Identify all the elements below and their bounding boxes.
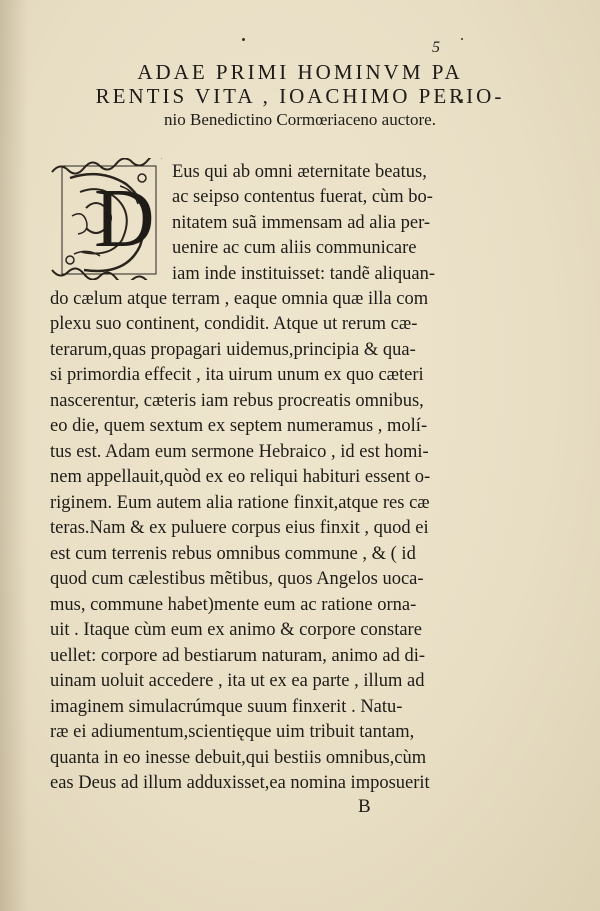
text-line: riginem. Eum autem alia ratione finxit,atque res cæ: [50, 493, 430, 513]
text-line: terarum,quas propagari uidemus,principia & qua-: [50, 340, 416, 360]
initial-letter: D: [94, 172, 155, 265]
text-line: tus est. Adam eum sermone Hebraico , id est homi-: [50, 442, 429, 462]
text-line: uenire ac cum aliis communicare: [172, 238, 417, 258]
signature-mark: B: [358, 796, 371, 817]
text-line: ræ ei adiumentum,scientięque uim tribuit tantam,: [50, 722, 415, 742]
text-line: iam inde instituisset: tandẽ aliquan-: [172, 264, 436, 284]
text-line: nem appellauit,quòd ex eo reliqui habituri essent o-: [50, 467, 431, 487]
title-line: nio Benedictino Cormœriaceno auctore.: [164, 110, 436, 129]
text-line: Eus qui ab omni æternitate beatus,: [172, 162, 427, 182]
text-line: nitatem suã immensam ad alia per-: [172, 213, 431, 233]
title-line: ADAE PRIMI HOMINVM PA: [137, 60, 463, 84]
text-line: imaginem simulacrúmque suum finxerit . Natu-: [50, 697, 403, 717]
page-number: 5: [432, 39, 440, 56]
text-line: uellet: corpore ad bestiarum naturam, animo ad di-: [50, 646, 426, 666]
text-line: uit . Itaque cùm eum ex animo & corpore constare: [50, 620, 422, 640]
text-line: uinam uoluit accedere , ita ut ex ea parte , illum ad: [50, 671, 425, 691]
text-line: ac seipso contentus fuerat, cùm bo-: [172, 187, 433, 207]
text-line: eo die, quem sextum ex septem numeramus , molí-: [50, 416, 428, 436]
text-line: quod cum cælestibus mẽtibus, quos Angelos uoca-: [50, 569, 424, 589]
text-line: plexu suo continent, condidit. Atque ut rerum cæ-: [50, 314, 418, 334]
text-line: do cælum atque terram , eaque omnia quæ illa com: [50, 289, 429, 309]
text-line: quanta in eo inesse debuit,qui bestiis omnibus,cùm: [50, 748, 427, 768]
text-line: mus, commune habet)mente eum ac ratione orna-: [50, 595, 417, 615]
text-line: si primordia effecit , ita uirum unum ex quo cæteri: [50, 365, 424, 385]
title-line: RENTIS VITA , IOACHIMO PERIO-: [95, 84, 505, 108]
text-line: eas Deus ad illum adduxisset,ea nomina imposuerit: [50, 773, 430, 793]
text-line: nascerentur, cæteris iam rebus procreatis omnibus,: [50, 391, 424, 411]
text-line: est cum terrenis rebus omnibus commune , & ( id: [50, 544, 416, 564]
text-line: teras.Nam & ex puluere corpus eius finxit , quod ei: [50, 518, 429, 538]
